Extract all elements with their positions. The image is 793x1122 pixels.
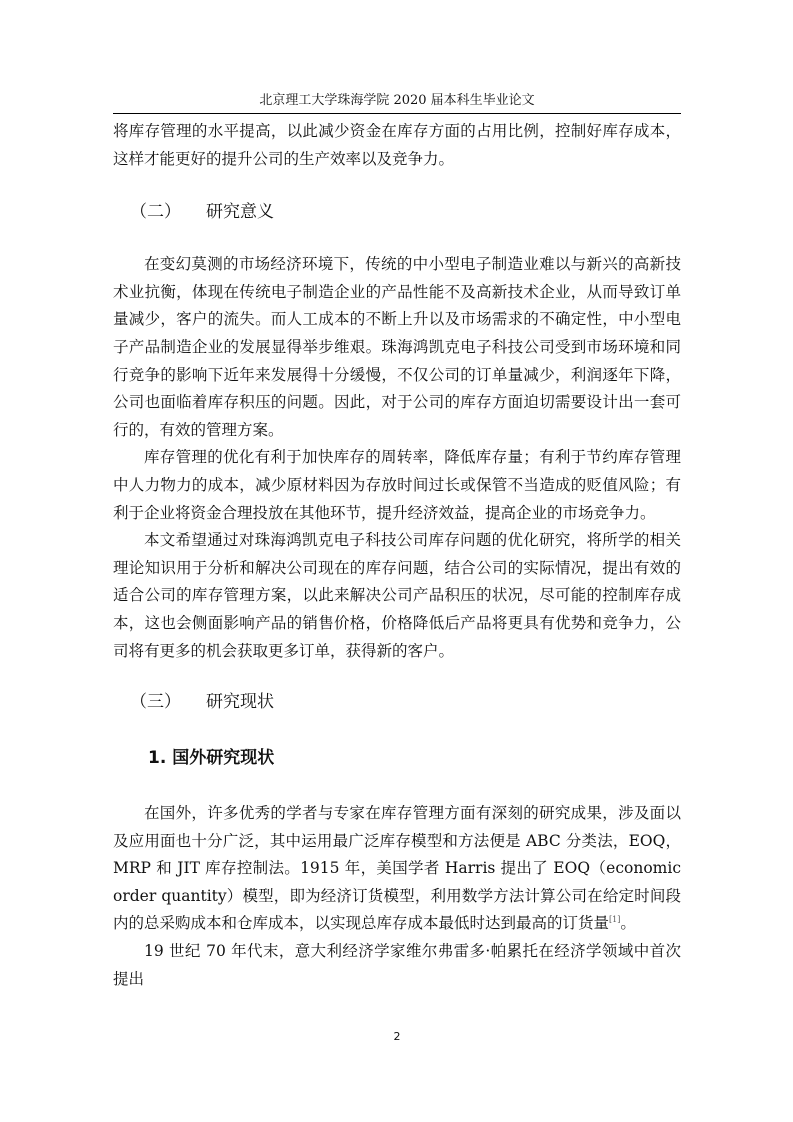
section-number: （三） xyxy=(130,692,181,713)
header-rule xyxy=(113,113,681,114)
section-title: 研究意义 xyxy=(206,202,274,223)
section-heading-status xyxy=(113,690,681,714)
running-header: 北京理工大学珠海学院 2020 届本科生毕业论文 xyxy=(259,93,535,108)
foreign-research-paragraph-2: 19 世纪 70 年代末，意大利经济学家维尔弗雷多·帕累托在经济学领域中首次提出 xyxy=(113,942,681,988)
significance-paragraph-2: 库存管理的优化有利于加快库存的周转率，降低库存量；有利于节约库存管理中人力物力的成本，减少原材料因为存放时间过长或保管不当造成的贬值风险；有利于企业将资金合理投放在其他环节，提升经济效益，提高企业的市场竞争力。 xyxy=(113,448,681,522)
section-heading-significance xyxy=(113,200,681,224)
section-number: （二） xyxy=(130,202,181,223)
page-number: 2 xyxy=(393,1030,401,1043)
significance-paragraph-3: 本文希望通过对珠海鸿凯克电子科技公司库存问题的优化研究，将所学的相关理论知识用于分析和解决公司现在的库存问题，结合公司的实际情况，提出有效的适合公司的库存管理方案，以此来解决公司产品积压的状况，尽可能的控制库存成本，这也会侧面影响产品的销售价格，价格降低后产品将更具有优势和竞争力，公司将有更多的机会获取更多订单，获得新的客户。 xyxy=(113,531,681,660)
citation-ref[interactable]: [1] xyxy=(609,915,621,925)
continuation-paragraph: 将库存管理的水平提高，以此减少资金在库存方面的占用比例，控制好库存成本，这样才能更好的提升公司的生产效率以及竞争力。 xyxy=(113,122,681,168)
page-body xyxy=(113,118,681,993)
section-title: 研究现状 xyxy=(206,692,274,713)
subsection-heading-foreign: 1. 国外研究现状 xyxy=(148,748,275,769)
significance-paragraph-1: 在变幻莫测的市场经济环境下，传统的中小型电子制造业难以与新兴的高新技术业抗衡，体现在传统电子制造企业的产品性能不及高新技术企业，从而导致订单量减少，客户的流失。而人工成本的不断上升以及市场需求的不确定性，中小型电子产品制造企业的发展显得举步维艰。珠海鸿凯克电子科技公司受到市场环境和同行竞争的影响下近年来发展得十分缓慢，不仅公司的订单量减少，利润逐年下降，公司也面临着库存积压的问题。因此，对于公司的库存方面迫切需要设计出一套可行的，有效的管理方案。 xyxy=(113,255,681,439)
paragraph-text: 在国外，许多优秀的学者与专家在库存管理方面有深刻的研究成果，涉及面以及应用面也十分广泛，其中运用最广泛库存模型和方法便是 ABC 分类法，EOQ，MRP 和 JIT 库存控制法。1915 年，美国学者 Harris 提出了 EOQ（economic order quantity）模型，即为经济订货模型，利用数学方法计算公司在给定时间段内的总采购成本和仓库成本，以实现总库存成本最低时达到最高的订货量 xyxy=(113,804,681,933)
foreign-research-paragraph-1 xyxy=(113,800,681,938)
paragraph-text-end: 。 xyxy=(620,914,636,933)
